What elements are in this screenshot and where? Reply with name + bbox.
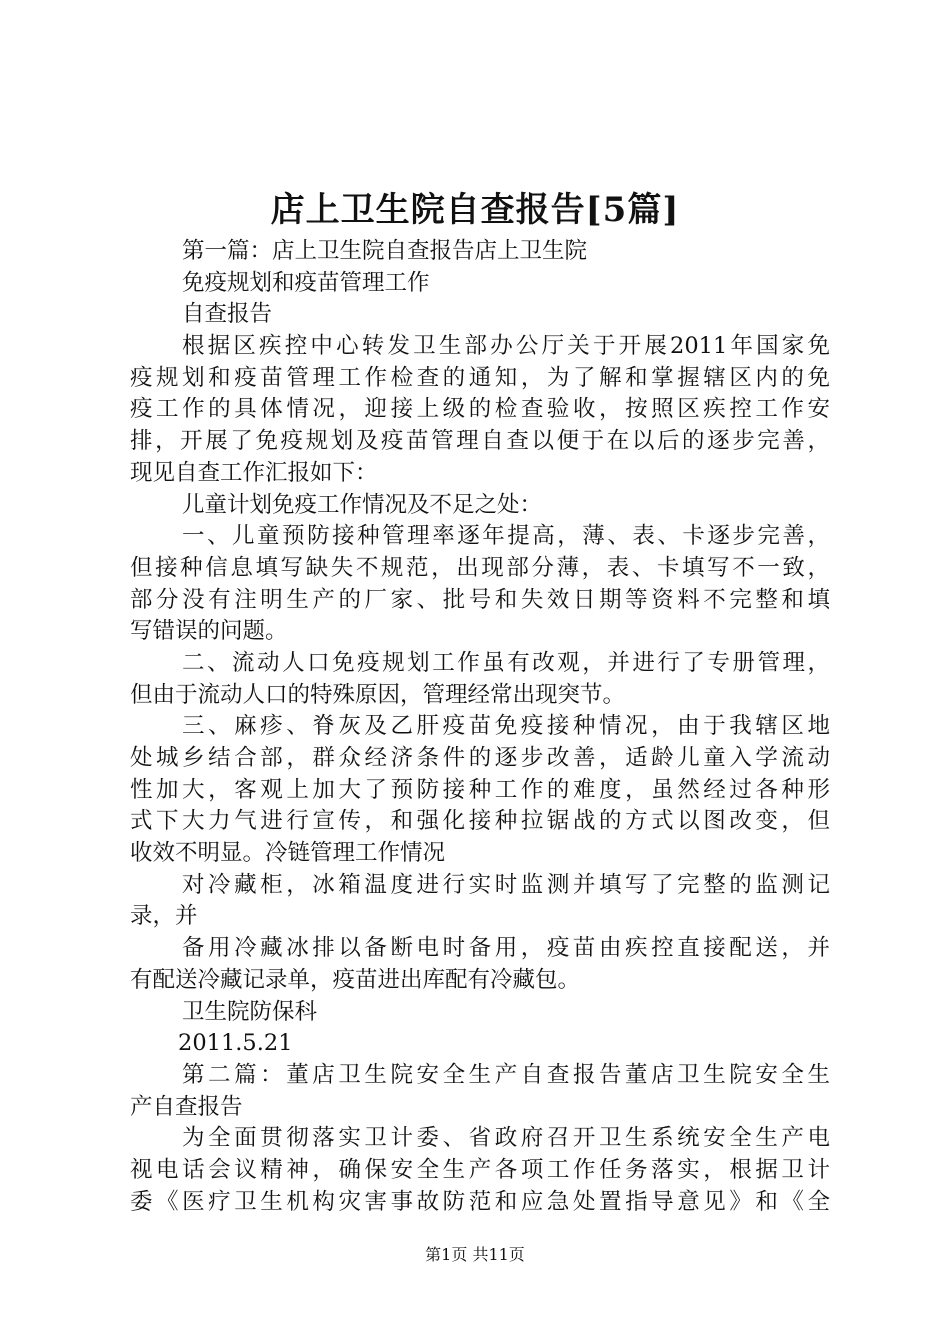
paragraph-line: 收效不明显。冷链管理工作情况: [130, 840, 446, 867]
paragraph-line: 但接种信息填写缺失不规范，出现部分薄，表、卡填写不一致，: [130, 554, 830, 581]
paragraph-line: 对冷藏柜，冰箱温度进行实时监测并填写了完整的监测记: [182, 871, 830, 898]
paragraph-line: 视电话会议精神，确保安全生产各项工作任务落实，根据卫计: [130, 1156, 830, 1183]
page-number: 第1页 共11页: [425, 1245, 525, 1264]
paragraph-line: 备用冷藏冰排以备断电时备用，疫苗由疾控直接配送，并: [182, 935, 830, 962]
paragraph-line: 性加大，客观上加大了预防接种工作的难度，虽然经过各种形: [130, 776, 830, 803]
paragraph-line: 儿童计划免疫工作情况及不足之处：: [182, 491, 543, 518]
paragraph-line: 三、麻疹、脊灰及乙肝疫苗免疫接种情况，由于我辖区地: [182, 713, 830, 740]
paragraph-line: 写错误的问题。: [130, 618, 288, 645]
paragraph-line: 疫工作的具体情况，迎接上级的检查验收，按照区疾控工作安: [130, 396, 830, 423]
paragraph-line: 根据区疾控中心转发卫生部办公厅关于开展2011年国家免: [182, 333, 830, 360]
paragraph-line: 部分没有注明生产的厂家、批号和失效日期等资料不完整和填: [130, 586, 830, 613]
paragraph-line: 排，开展了免疫规划及疫苗管理自查以便于在以后的逐步完善，: [130, 428, 830, 455]
paragraph-line: 二、流动人口免疫规划工作虽有改观，并进行了专册管理，: [182, 649, 830, 676]
paragraph-line: 一、儿童预防接种管理率逐年提高，薄、表、卡逐步完善，: [182, 523, 830, 550]
paragraph-line: 第二篇：董店卫生院安全生产自查报告董店卫生院安全生: [182, 1061, 830, 1088]
paragraph-line: 有配送冷藏记录单，疫苗进出库配有冷藏包。: [130, 966, 581, 993]
paragraph-line: 现见自查工作汇报如下：: [130, 459, 378, 486]
paragraph-line: 式下大力气进行宣传，和强化接种拉锯战的方式以图改变，但: [130, 808, 830, 835]
document-title: 店上卫生院自查报告[5篇]: [270, 190, 680, 230]
paragraph-line: 免疫规划和疫苗管理工作: [182, 269, 430, 296]
paragraph-line: 自查报告: [182, 301, 273, 328]
paragraph-line: 第一篇：店上卫生院自查报告店上卫生院: [182, 238, 588, 264]
paragraph-line: 但由于流动人口的特殊原因，管理经常出现突节。: [130, 681, 626, 708]
paragraph-line: 为全面贯彻落实卫计委、省政府召开卫生系统安全生产电: [182, 1125, 830, 1152]
paragraph-line: 产自查报告: [130, 1093, 243, 1120]
signature-department: 卫生院防保科: [182, 998, 318, 1025]
paragraph-line: 处城乡结合部，群众经济条件的逐步改善，适龄儿童入学流动: [130, 745, 830, 771]
signature-date: 2011.5.21: [178, 1030, 293, 1057]
paragraph-line: 疫规划和疫苗管理工作检查的通知，为了解和掌握辖区内的免: [130, 364, 830, 391]
paragraph-line: 委《医疗卫生机构灾害事故防范和应急处置指导意见》和《全: [130, 1188, 830, 1215]
document-body: [130, 236, 830, 1218]
paragraph-line: 录，并: [130, 903, 198, 930]
